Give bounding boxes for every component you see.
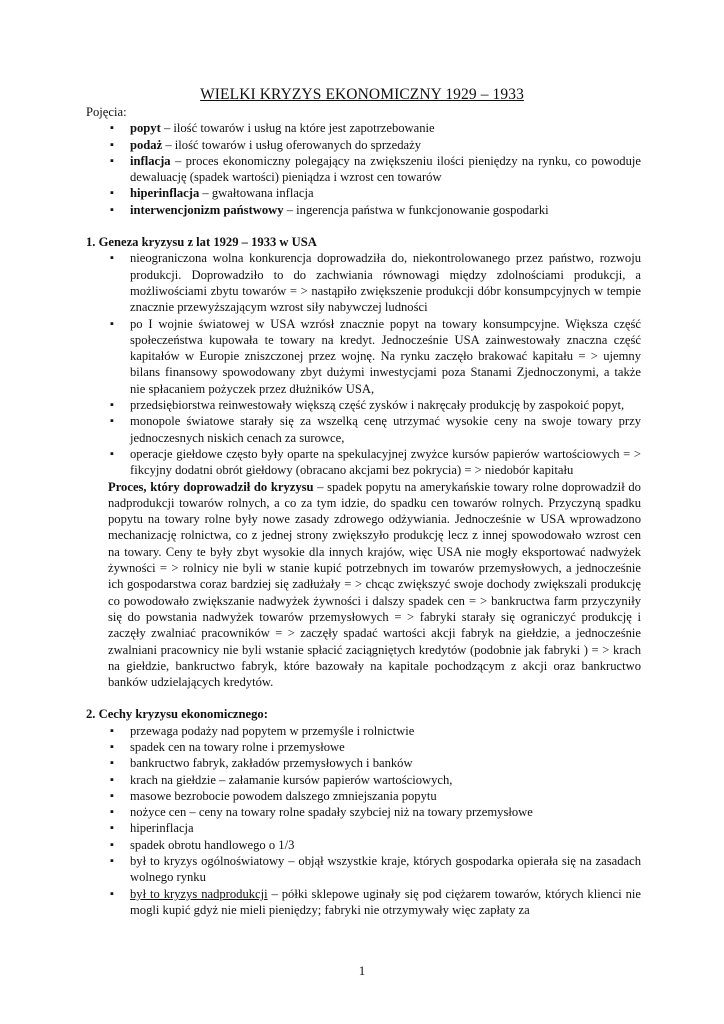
overproduction-text: – półki sklepowe uginały się pod ciężarem towarów, których klienci nie mogli kupić gdyż nie mieli pieniędzy; fabryki nie otrzymywały więc zapłaty za	[130, 886, 641, 917]
concept-item	[86, 137, 641, 153]
genesis-item: ▪ przedsiębiorstwa reinwestowały większą część zysków i nakręcały produkcję by zaspokoić popyt,	[86, 397, 641, 413]
concept-item	[86, 202, 641, 218]
spacer	[86, 218, 641, 234]
feature-item: ▪ nożyce cen – ceny na towary rolne spadały szybciej niż na towary przemysłowe	[86, 804, 641, 820]
feature-item: ▪ spadek obrotu handlowego o 1/3	[86, 837, 641, 853]
concept-term: hiperinflacja	[130, 186, 200, 201]
genesis-list	[86, 250, 641, 478]
concept-item	[86, 120, 641, 136]
concept-definition: – proces ekonomiczny polegający na zwiększeniu ilości pieniędzy na rynku, co powoduje dewaluację (spadek wartości) pieniądza i wzrost cen towarów	[130, 153, 641, 185]
concepts-label: Pojęcia:	[86, 105, 127, 119]
concept-definition: – gwałtowana inflacja	[199, 186, 314, 201]
process-label: Proces, który doprowadził do kryzysu	[108, 479, 314, 494]
process-paragraph	[86, 479, 641, 691]
overproduction-term: był to kryzys nadprodukcji	[130, 886, 268, 901]
feature-item: ▪ krach na giełdzie – załamanie kursów papierów wartościowych,	[86, 772, 641, 788]
concept-item	[86, 185, 641, 201]
genesis-item: ▪ po I wojnie światowej w USA wzrósł znacznie popyt na towary konsumpcyjne. Większa część społeczeństwa kupowała te towary na kredyt. Jednocześnie USA zainwestowały znaczna część kapitałów w Europie zniszczonej przez wojnę. Na rynku zaczęło brakować kapitału = > ujemny bilans finansowy spowodowany zbyt dużymi inwestycjami poza Stanami Zjednoczonymi, a także nie spłacaniem pożyczek przez dłużników USA,	[86, 316, 641, 397]
feature-item: ▪ był to kryzys ogólnoświatowy – objął wszystkie kraje, których gospodarka opierała się na zasadach wolnego rynku	[86, 853, 641, 886]
genesis-item: ▪ operacje giełdowe często były oparte na spekulacyjnej zwyżce kursów papierów wartościowych = > fikcyjny dodatni obrót giełdowy (obracano akcjami bez pokrycia) = > niedobór kapitału	[86, 446, 641, 479]
feature-item: ▪ bankructwo fabryk, zakładów przemysłowych i banków	[86, 755, 641, 771]
page-number: 1	[358, 963, 366, 978]
genesis-item: ▪ nieograniczona wolna konkurencja doprowadziła do, niekontrolowanego przez państwo, rozwoju produkcji. Doprowadziło to do zachwiania równowagi między zdolnościami produkcji, a możliwościami zbytu towarów = > nastąpiło zwiększenie produkcji dóbr konsumpcyjnych w tempie znacznie przewyższającym wzrost siły nabywczej ludności	[86, 250, 641, 315]
spacer	[86, 690, 641, 706]
document-body	[86, 104, 641, 918]
document-title: WIELKI KRYZYS EKONOMICZNY 1929 – 1933	[200, 86, 524, 103]
feature-item: ▪ masowe bezrobocie powodem dalszego zmniejszania popytu	[86, 788, 641, 804]
features-list	[86, 723, 641, 919]
concept-definition: – ilość towarów i usług oferowanych do sprzedaży	[162, 137, 422, 152]
genesis-item: ▪ monopole światowe starały się za wszelką cenę utrzymać wysokie ceny na swoje towary przy jednoczesnych niskich cenach za surowce,	[86, 413, 641, 446]
feature-item	[86, 886, 641, 919]
concept-term: inflacja	[130, 153, 171, 168]
concepts-list	[86, 120, 641, 218]
process-text: – spadek popytu na amerykańskie towary rolne doprowadził do nadprodukcji towarów rolnych, a co za tym idzie, do spadku cen towarów rolnych. Przyczyną spadku popytu na towary rolne były nowe zasady zdrowego odżywiania. Jednocześnie w USA wprowadzono mechanizację rolnictwa, co z jednej strony zwiększyło produkcję lecz z innej spowodowało wzrost cen na towary. Ceny te były zbyt wysokie dla innych krajów, więc USA nie mogły eksportować nadwyżek żywności = > rolnicy nie byli w stanie kupić potrzebnych im towarów przemysłowych, a jednocześnie ich gospodarstwa coraz bardziej się zadłużały = > chcąc zwiększyć swoje dochody zwiększali produkcję co powodowało zwiększanie nadwyżek żywności i dalszy spadek cen = > bankructwa farm przyczyniły się do powstania nadwyżek towarów przemysłowych = > fabryki starały się ograniczyć produkcję i zaczęły zwalniać pracowników = > zaczęły spadać wartości akcji fabryk na giełdzie, a jednocześnie zwalniani pracownicy nie byli wstanie spłacić zaciągniętych kredytów (podobnie jak fabryki ) = > krach na giełdzie, bankructwo fabryk, które bazowały na kapitale pochodzącym z akcji oraz bankructwo banków udzielających kredytów.	[108, 479, 641, 690]
feature-item: ▪ hiperinflacja	[86, 820, 641, 836]
concept-definition: – ilość towarów i usług na które jest zapotrzebowanie	[160, 121, 435, 136]
concept-term: popyt	[130, 121, 161, 136]
feature-item: ▪ spadek cen na towary rolne i przemysłowe	[86, 739, 641, 755]
concept-term: interwencjonizm państwowy	[130, 202, 284, 217]
concept-term: podaż	[130, 137, 163, 152]
concept-item	[86, 153, 641, 186]
section-2-heading: 2. Cechy kryzysu ekonomicznego:	[86, 707, 268, 722]
concept-definition: – ingerencja państwa w funkcjonowanie gospodarki	[283, 202, 549, 217]
feature-item: ▪ przewaga podaży nad popytem w przemyśle i rolnictwie	[86, 723, 641, 739]
section-1-heading: 1. Geneza kryzysu z lat 1929 – 1933 w USA	[86, 235, 317, 250]
